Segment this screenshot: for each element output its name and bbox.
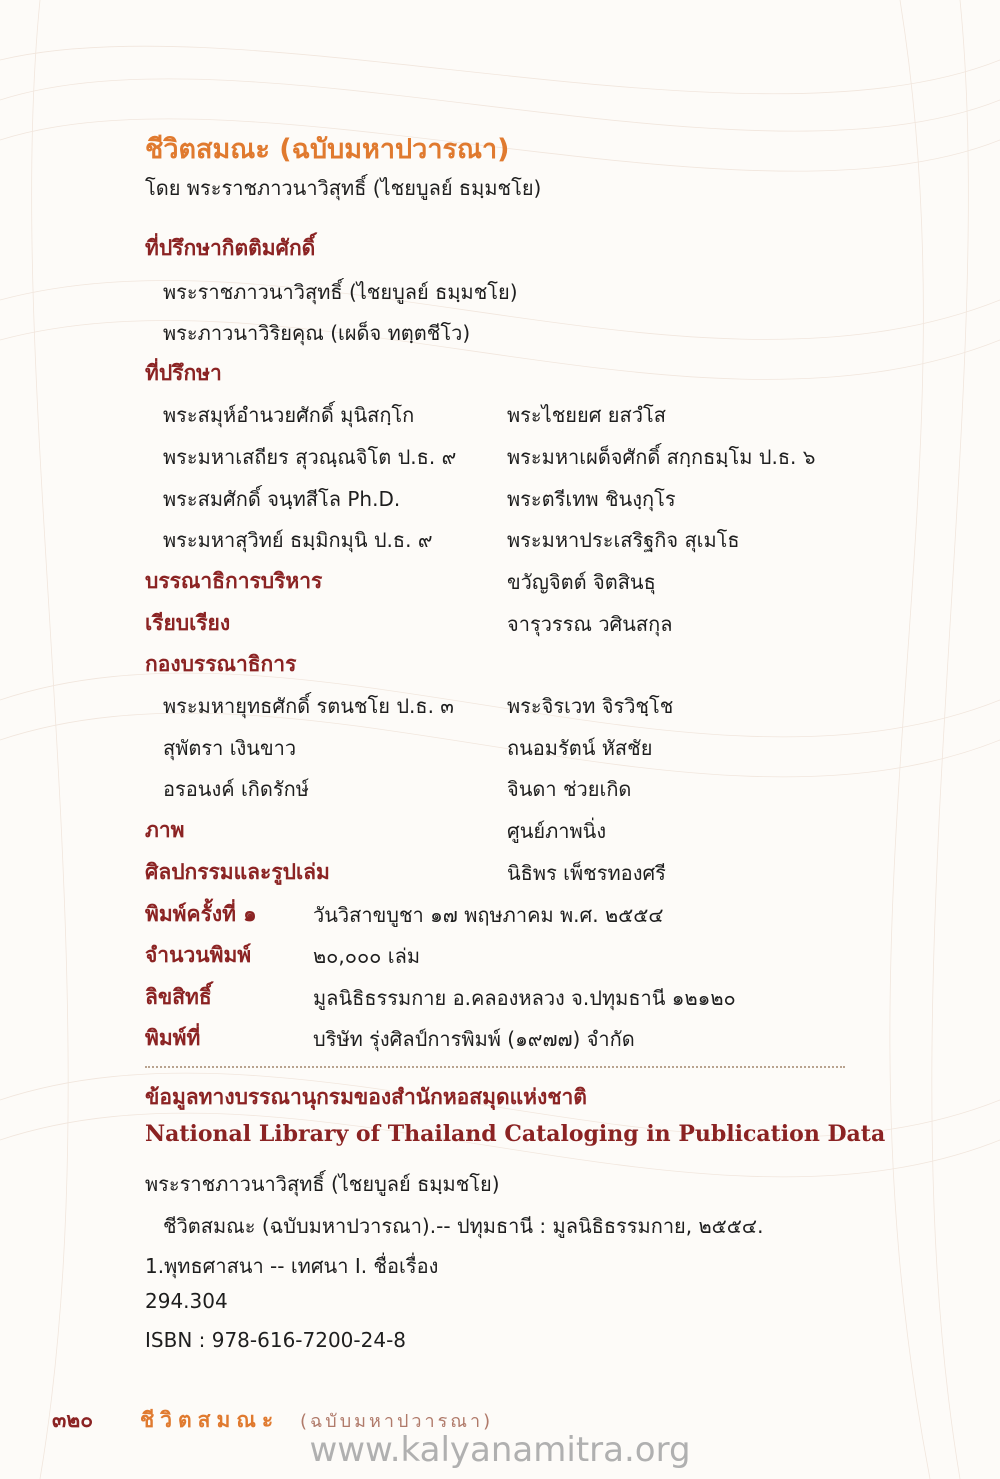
copyright-label: ลิขสิทธิ์ — [145, 985, 212, 1009]
advisor-name: พระตรีเทพ ชินงฺกุโร — [507, 487, 676, 511]
advisor-name: พระสมศักดิ์ จนฺทสีโล Ph.D. — [163, 487, 401, 511]
cip-heading-english: National Library of Thailand Cataloging in Publication Data — [145, 1121, 886, 1147]
honorary-advisor-name: พระราชภาวนาวิสุทธิ์ (ไชยบูลย์ ธมฺมชโย) — [163, 280, 518, 304]
print-run-label: จำนวนพิมพ์ — [145, 943, 252, 967]
executive-editor-heading: บรรณาธิการบริหาร — [145, 569, 323, 593]
advisor-name: พระมหาเผด็จศักดิ์ สกฺกธมฺโม ป.ธ. ๖ — [507, 445, 816, 469]
footer-book-title: ชีวิตสมณะ — [140, 1408, 280, 1432]
art-credit: นิธิพร เพ็ชรทองศรี — [507, 861, 666, 885]
cip-heading-thai: ข้อมูลทางบรรณานุกรมของสำนักหอสมุดแห่งชาติ — [145, 1085, 587, 1109]
executive-editor-name: ขวัญจิตต์ จิตสินธุ — [507, 570, 656, 594]
book-title: ชีวิตสมณะ (ฉบับมหาปวารณา) — [145, 134, 510, 165]
book-byline: โดย พระราชภาวนาวิสุทธิ์ (ไชยบูลย์ ธมฺมชโย) — [145, 176, 542, 200]
page-number: ๓๒๐ — [52, 1408, 94, 1432]
advisors-heading: ที่ปรึกษา — [145, 361, 222, 385]
advisor-name: พระมหาสุวิทย์ ธมฺมิกมุนิ ป.ธ. ๙ — [163, 528, 433, 552]
advisor-name: พระสมุห์อำนวยศักดิ์ มุนิสกฺโก — [163, 403, 415, 427]
advisor-name: พระมหาประเสริฐกิจ สุเมโธ — [507, 528, 740, 552]
editorial-member-name: จินดา ช่วยเกิด — [507, 777, 632, 801]
printer-value: บริษัท รุ่งศิลป์การพิมพ์ (๑๙๗๗) จำกัด — [313, 1027, 635, 1051]
print-edition-label: พิมพ์ครั้งที่ ๑ — [145, 902, 257, 926]
website-watermark: www.kalyanamitra.org — [309, 1430, 691, 1470]
honorary-advisor-name: พระภาวนาวิริยคุณ (เผด็จ ทตฺตชีโว) — [163, 321, 471, 345]
print-run-value: ๒๐,๐๐๐ เล่ม — [313, 944, 421, 968]
cip-subject: 1.พุทธศาสนา -- เทศนา I. ชื่อเรื่อง — [145, 1254, 439, 1278]
photo-heading: ภาพ — [145, 818, 185, 842]
advisor-name: พระไชยยศ ยสวํโส — [507, 403, 666, 427]
print-edition-value: วันวิสาขบูชา ๑๗ พฤษภาคม พ.ศ. ๒๕๕๔ — [313, 903, 664, 927]
footer-subtitle: (ฉบับมหาปวารณา) — [300, 1411, 494, 1432]
editorial-member-name: พระจิรเวท จิรวิชฺโช — [507, 694, 674, 718]
art-heading: ศิลปกรรมและรูปเล่ม — [145, 860, 330, 884]
compiler-heading: เรียบเรียง — [145, 611, 231, 635]
cip-classification: 294.304 — [145, 1289, 228, 1313]
editorial-member-name: สุพัตรา เงินขาว — [163, 736, 297, 760]
advisor-name: พระมหาเสถียร สุวณฺณจิโต ป.ธ. ๙ — [163, 445, 457, 469]
photo-credit: ศูนย์ภาพนิ่ง — [507, 819, 607, 843]
compiler-name: จารุวรรณ วศินสกุล — [507, 612, 673, 636]
cip-entry: ชีวิตสมณะ (ฉบับมหาปวารณา).-- ปทุมธานี : มูลนิธิธรรมกาย, ๒๕๕๔. — [163, 1214, 764, 1238]
editorial-board-heading: กองบรรณาธิการ — [145, 652, 297, 676]
printer-label: พิมพ์ที่ — [145, 1026, 201, 1050]
cip-isbn: ISBN : 978-616-7200-24-8 — [145, 1328, 407, 1352]
editorial-member-name: ถนอมรัตน์ หัสชัย — [507, 736, 653, 760]
editorial-member-name: พระมหายุทธศักดิ์ รตนชโย ป.ธ. ๓ — [163, 694, 454, 718]
copyright-value: มูลนิธิธรรมกาย อ.คลองหลวง จ.ปทุมธานี ๑๒๑๒๐ — [313, 986, 736, 1010]
editorial-member-name: อรอนงค์ เกิดรักษ์ — [163, 777, 309, 801]
honorary-advisors-heading: ที่ปรึกษากิตติมศักดิ์ — [145, 236, 316, 260]
section-divider — [145, 1066, 845, 1068]
cip-author: พระราชภาวนาวิสุทธิ์ (ไชยบูลย์ ธมฺมชโย) — [145, 1172, 500, 1196]
